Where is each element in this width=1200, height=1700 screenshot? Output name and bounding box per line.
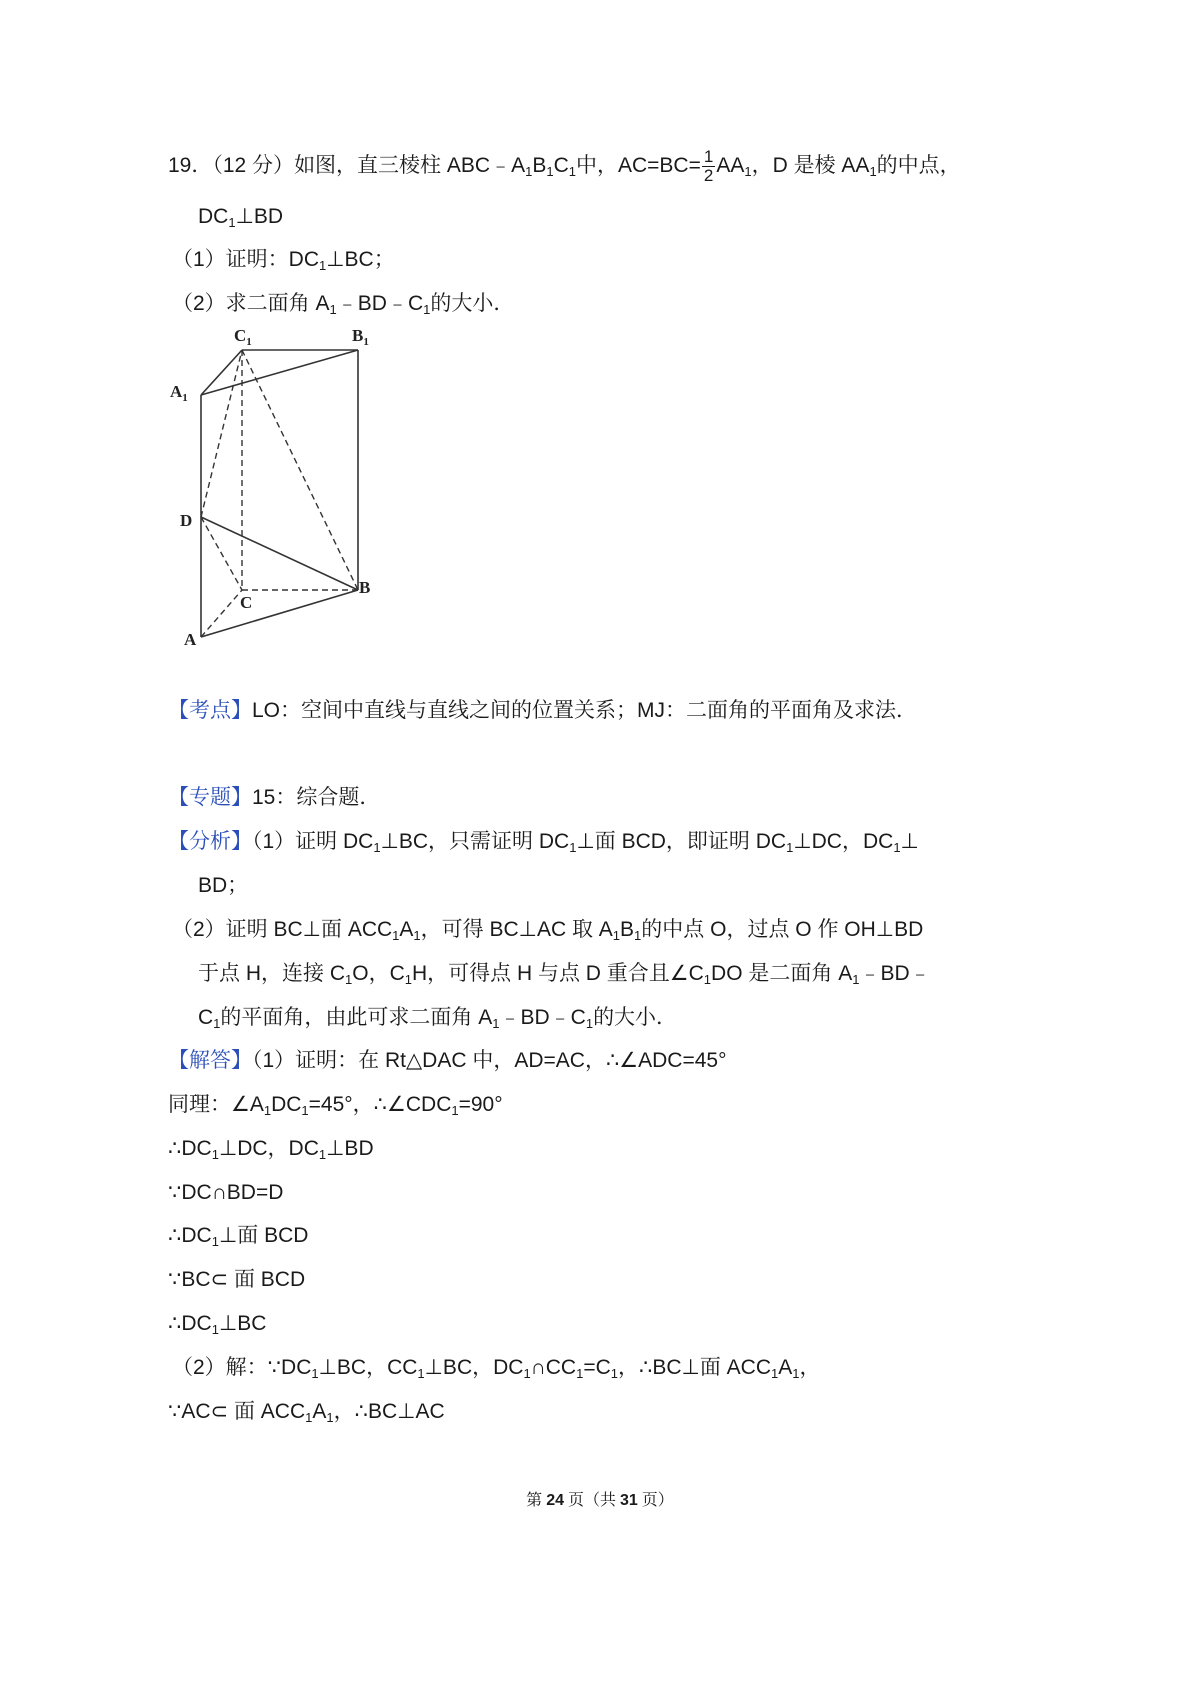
- zhuanti-tag: 【专题】: [168, 786, 252, 809]
- jieda-line-7: $\therefore DC_1\perp BC$: [168, 1312, 267, 1337]
- problem-condition: $DC_1\perp BD$: [198, 205, 284, 230]
- edge-db: [201, 517, 358, 590]
- edge-c1b-hidden: [242, 350, 358, 590]
- prism-figure: [168, 326, 388, 650]
- edge-ab: [201, 590, 358, 637]
- label-a1: $A_1$: [170, 382, 188, 404]
- page-footer: 第 24 页（共 31 页）: [526, 1492, 674, 1509]
- label-a: A: [184, 630, 197, 649]
- label-d: D: [180, 511, 193, 530]
- fenxi-line-5: $C_1$的平面角，由此可求二面角 $A_1﹣BD﹣C_1$的大小．: [198, 1006, 678, 1031]
- jieda-line-6: ∵BC⊂ 面 BCD: [168, 1268, 306, 1291]
- fenxi-line-1: 【分析】（1）证明 $DC_1\perp BC$，只需证明 $DC_1\perp$面 BCD，即证明 $DC_1\perp DC$，$DC_1\perp$: [168, 830, 919, 855]
- fenxi-line-3: （2）证明 BC⊥面 $ACC_1A_1$，可得 BC⊥AC 取 $A_1B_1$的中点 O，过点 O 作 OH⊥BD: [172, 918, 924, 943]
- page-number: 24: [546, 1492, 564, 1509]
- edge-dc1-hidden: [201, 350, 242, 517]
- edge-a1c1: [201, 350, 242, 395]
- kaodian-line: 【考点】LO：空间中直线与直线之间的位置关系；MJ：二面角的平面角及求法．: [168, 699, 918, 722]
- jieda-line-1: 【解答】（1）证明：在 Rt△DAC 中，AD=AC，∴∠ADC=45°: [168, 1049, 727, 1072]
- label-b: B: [359, 578, 371, 597]
- edge-a1b1: [201, 350, 358, 395]
- fraction-one-half: $\frac{1}{2}$: [703, 147, 714, 185]
- subquestion-1: （1）证明：$DC_1\perp BC$；: [172, 248, 395, 273]
- jieda-tag: 【解答】: [168, 1049, 252, 1072]
- subquestion-2: （2）求二面角 $A_1﹣BD﹣C_1$的大小．: [172, 292, 515, 317]
- fenxi-line-2: BD；: [198, 874, 249, 897]
- edge-dc-hidden: [201, 517, 242, 590]
- problem-line-1: 19．（12 分）如图，直三棱柱 $ABC﹣A_1B_1C_1$中，AC=BC= $\frac{1}{2}$ $AA_1$，D 是棱 $AA_1$的中点，: [168, 147, 961, 185]
- fenxi-line-4: 于点 H，连接 $C_1O$，$C_1H$，可得点 H 与点 D 重合且$\angle C_1DO$ 是二面角 $A_1﹣BD﹣$: [198, 962, 931, 987]
- fenxi-tag: 【分析】: [168, 830, 252, 853]
- label-c: C: [240, 593, 253, 612]
- label-b1: $B_1$: [352, 326, 369, 348]
- page-total: 31: [620, 1492, 638, 1509]
- edge-ac-hidden: [201, 590, 242, 637]
- jieda-line-5: $\therefore DC_1\perp$面 BCD: [168, 1224, 309, 1249]
- jieda-line-3: $\therefore DC_1\perp DC$，$DC_1\perp BD$: [168, 1137, 374, 1162]
- jieda-line-4: ∵DC∩BD=D: [168, 1181, 284, 1204]
- jieda-line-2: 同理：$\angle A_1DC_1=45^\circ$，$\therefore\angle CDC_1=90^\circ$: [168, 1093, 503, 1118]
- zhuanti-line: 【专题】15：综合题．: [168, 786, 381, 809]
- kaodian-tag: 【考点】: [168, 699, 252, 722]
- jieda-line-9: ∵AC⊂ 面 $ACC_1A_1$，∴BC⊥AC: [168, 1400, 445, 1425]
- label-c1: $C_1$: [234, 326, 252, 348]
- jieda-line-8: （2）解：$\because DC_1\perp BC$，$CC_1\perp BC$，$DC_1\cap CC_1=C_1$，∴BC⊥面 $ACC_1A_1$，: [172, 1356, 821, 1381]
